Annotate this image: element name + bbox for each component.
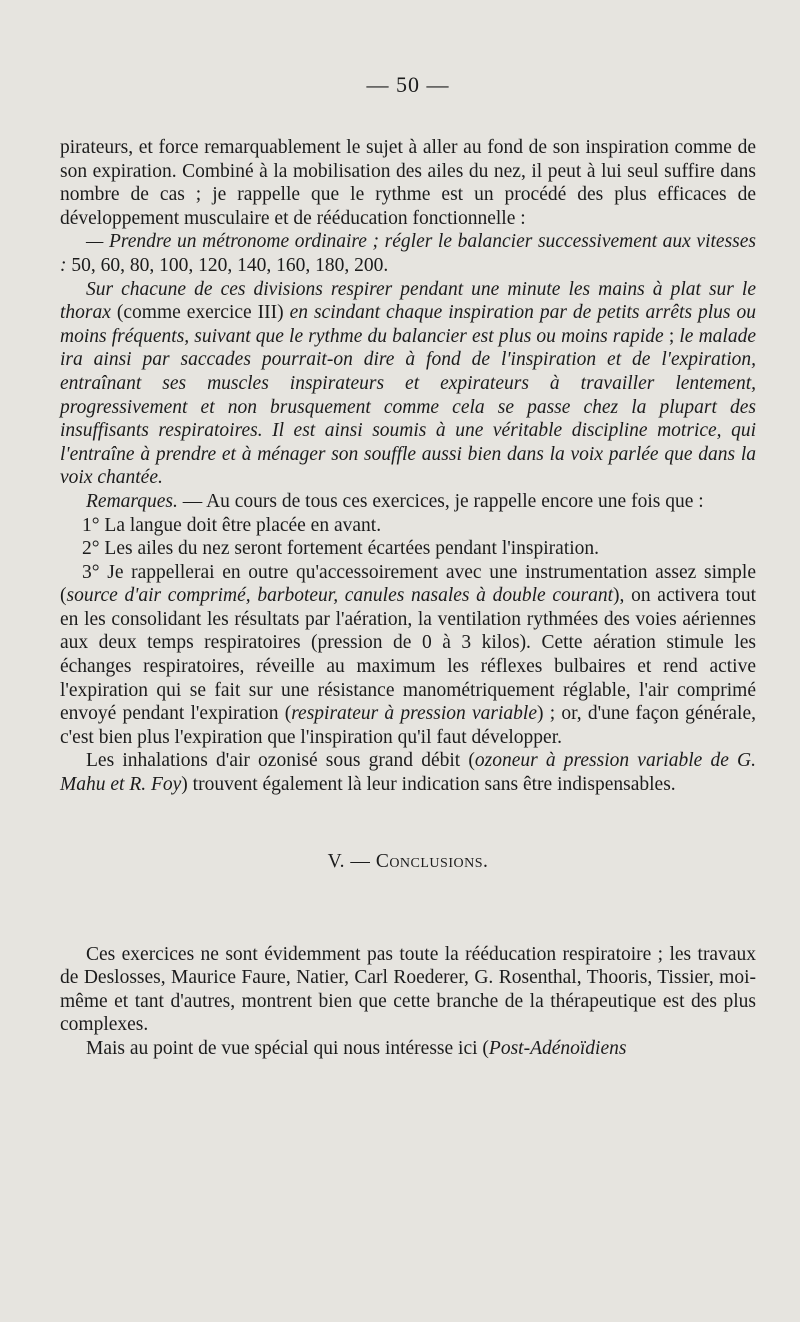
list-item-3 [60,561,756,750]
final-post-adenoidiens: Post-Adénoïdiens [488,1038,627,1059]
exercise-sep: ; [663,325,680,347]
remarques-text: — Au cours de tous ces exercices, je rappelle encore une fois que : [177,490,704,512]
item3-text-e: ) ; or, d'une façon générale, c'est bien plus l'expiration que l'inspiration qu'il faut développer. [60,703,756,748]
paragraph-continuation: pirateurs, et force remarquablement le sujet à aller au fond de son inspiration comme de son expiration. Combiné à la mobilisation des ailes du nez, il peut à lui seul suffire dans nombre de cas ; je rappelle que le rythme est un procédé des plus efficaces de développement musculaire et de rééducation fonctionnelle : [60,137,756,229]
item3-text-c: ), on activera tout en les consolidant les résultats par l'aération, la ventilation rythmées des voies aériennes aux deux temps respiratoires (pression de 0 à 3 kilos). Cette aération stimule les échanges respiratoires, réveille au maximum les réflexes bulbaires et rend active l'expiration qui se fait sur une résistance manométriquement réglable, l'air comprimé envoyé pendant l'expiration ( [60,585,757,725]
exercise-text-a: Sur chacune de ces divisions respirer pendant une minute les mains à plat sur le thorax [60,278,756,324]
paragraph-metronome [60,230,756,277]
paragraph-remarques [60,490,756,514]
exercise-text-c: en scindant chaque inspiration par de petits arrêts plus ou moins fréquents, suivant que le rythme du balancier est plus ou moins rapide [60,302,756,347]
section-number: V. — [327,850,376,872]
inhalations-ozoneur: ozoneur à pression variable de G. Mahu et R. Foy [60,750,756,796]
exercise-ref: (comme exercice III) [110,302,290,324]
list-item-1: 1° La langue doit être placée en avant. [82,514,382,536]
item3-instruments: source d'air comprimé, barboteur, canules nasales à double courant [66,585,614,607]
item3-respirateur: respirateur à pression variable [291,703,537,725]
final-text-a: Mais au point de vue spécial qui nous intéresse ici ( [86,1038,489,1059]
inhalations-text-a: Les inhalations d'air ozonisé sous grand débit ( [86,750,475,772]
list-item-2: 2° Les ailes du nez seront fortement écartées pendant l'inspiration. [82,538,600,560]
paragraph-final [60,1037,756,1061]
item3-text-a: 3° Je rappellerai en outre qu'accessoirement avec une instrumentation assez simple ( [60,561,756,607]
remarques-label: Remarques. [86,490,178,512]
section-heading [60,851,756,873]
metronome-instruction: — Prendre un métronome ordinaire ; régler le balancier successivement aux vitesses : [60,231,756,276]
paragraph-conclusions: Ces exercices ne sont évidemment pas toute la rééducation respiratoire ; les travaux de Deslosses, Maurice Faure, Natier, Carl Roederer, G. Rosenthal, Thooris, Tissier, moi-même et tant d'autres, montrent bien que cette branche de la thérapeutique est des plus complexes. [60,943,756,1036]
section-title: Conclusions. [375,850,489,872]
paragraph-inhalations [60,749,756,796]
metronome-speeds: 50, 60, 80, 100, 120, 140, 160, 180, 200. [66,254,389,276]
exercise-text-e: le malade ira ainsi par saccades pourrait-on dire à fond de l'inspiration et de l'expiration, entraînant ses muscles inspirateurs et expirateurs à travailler lentement, progressivement et non brusquement comme cela se passe chez la plupart des insuffisants respiratoires. Il est ainsi soumis à une véritable discipline motrice, qui l'entraîne à prendre et à ménager son souffle aussi bien dans la voix parlée que dans la voix chantée. [60,325,756,489]
inhalations-text-c: ) trouvent également là leur indication sans être indispensables. [181,774,676,796]
paragraph-exercise [60,278,756,490]
page-number: — 50 — [366,72,450,97]
